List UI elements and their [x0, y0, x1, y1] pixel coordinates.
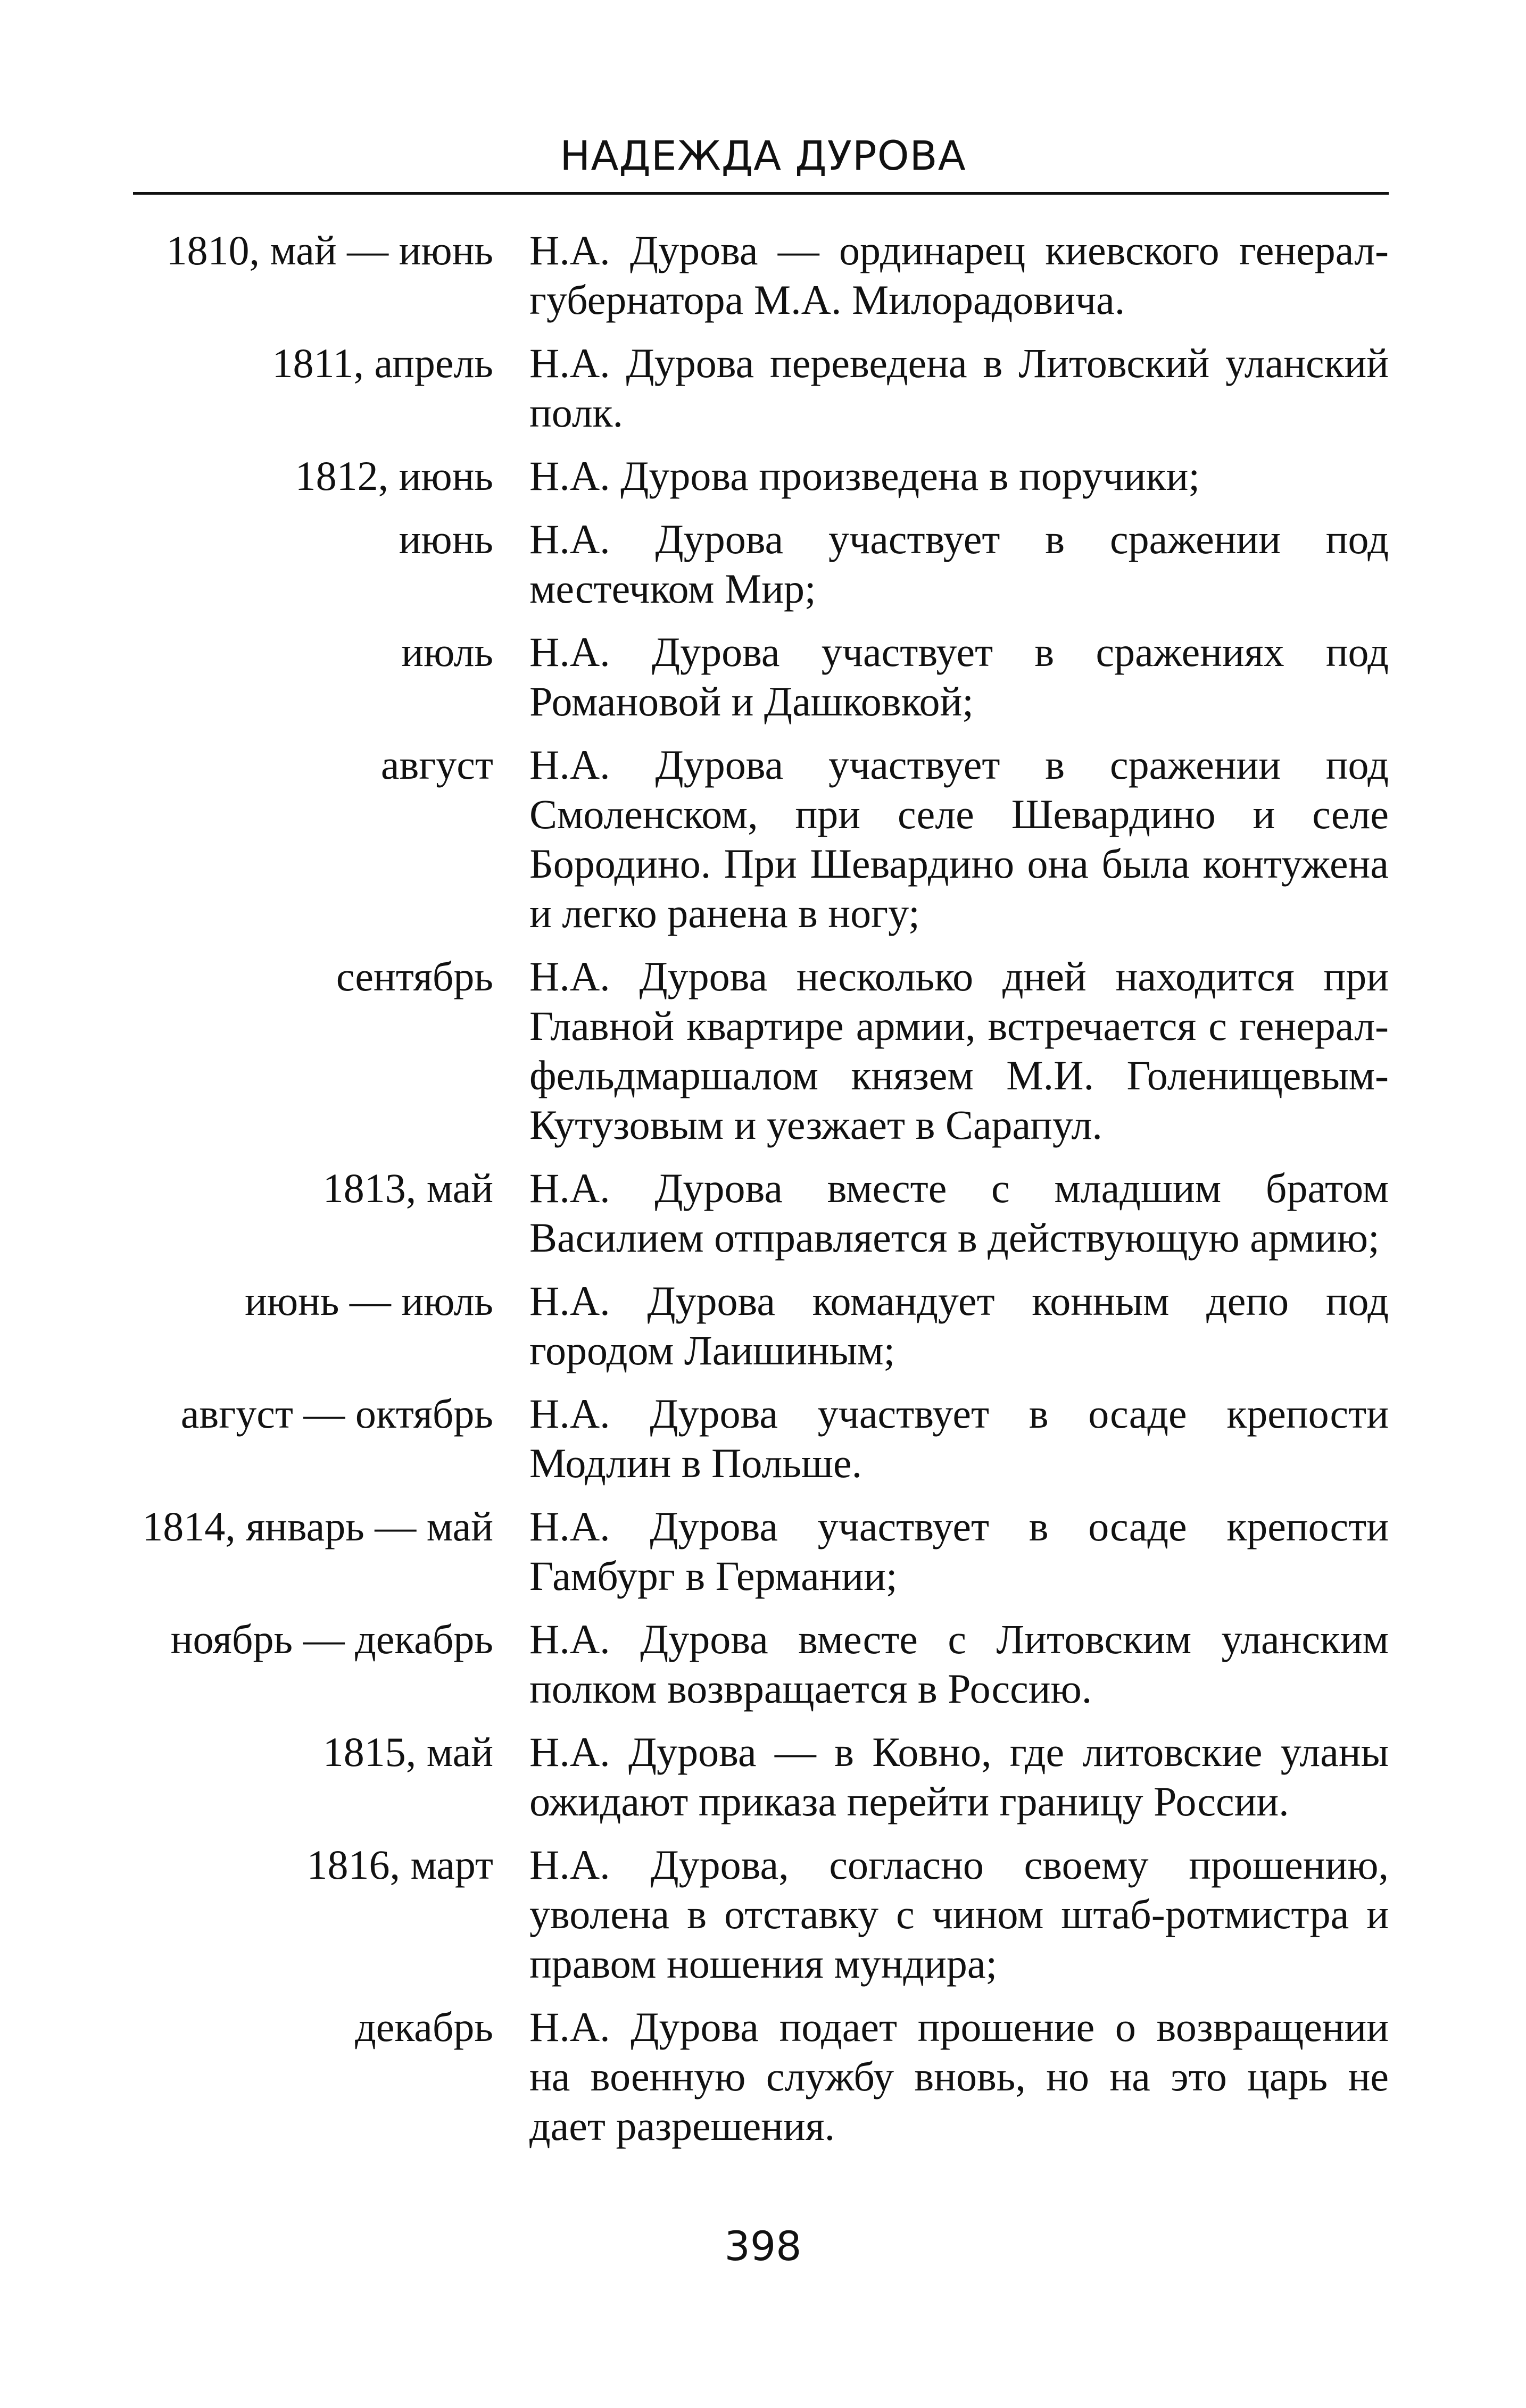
entry-text: Н.А. Дурова участвует в сражении под Смоленском, при селе Шевардино и селе Бородино. При Шевардино она была контужена и легко ранена в ногу;	[529, 741, 1389, 936]
entry-date: 1810, май — июнь	[166, 227, 493, 273]
entry-text: Н.А. Дурова вместе с Литовским уланским полком возвращается в Россию.	[529, 1616, 1389, 1712]
entry-text: Н.А. Дурова участвует в сражениях под Романовой и Дашковкой;	[529, 629, 1389, 724]
chronology-entry	[133, 226, 1389, 324]
entry-date: 1811, апрель	[272, 340, 493, 386]
chronology-entry	[133, 627, 1389, 726]
entry-text: Н.А. Дурова вместе с младшим братом Василием отправляется в действующую армию;	[529, 1165, 1389, 1261]
entry-date: декабрь	[355, 2004, 493, 2050]
entry-text: Н.А. Дурова участвует в сражении под местечком Мир;	[529, 516, 1389, 612]
entry-date: 1814, январь — май	[142, 1503, 493, 1549]
entry-date: ноябрь — декабрь	[170, 1616, 493, 1662]
entry-date: август	[380, 741, 493, 788]
chronology-entry	[133, 1163, 1389, 1262]
entry-date: август — октябрь	[180, 1390, 493, 1437]
entry-date: 1812, июнь	[295, 453, 493, 499]
entry-text: Н.А. Дурова участвует в осаде крепости Гамбург в Германии;	[529, 1503, 1389, 1599]
entry-date: июль	[401, 629, 493, 675]
entry-text: Н.А. Дурова — ординарец киевского генерал-губернатора М.А. Милорадовича.	[529, 227, 1389, 323]
entry-date: 1815, май	[322, 1729, 493, 1775]
chronology-entry	[133, 952, 1389, 1149]
entry-date: 1813, май	[322, 1165, 493, 1211]
page-number: 398	[724, 2222, 802, 2270]
chronology-entry	[133, 1389, 1389, 1488]
entry-date: сентябрь	[336, 953, 493, 999]
entry-text: Н.А. Дурова участвует в осаде крепости Модлин в Польше.	[529, 1390, 1389, 1486]
chronology-entry	[133, 2002, 1389, 2151]
entry-text: Н.А. Дурова, согласно своему прошению, уволена в отставку с чином штаб-ротмистра и правом ношения мундира;	[529, 1842, 1389, 1987]
entry-date: июнь	[399, 516, 493, 562]
entry-text: Н.А. Дурова командует конным депо под городом Лаишиным;	[529, 1278, 1389, 1373]
chronology-entry	[133, 1502, 1389, 1601]
chronology-entry	[133, 1276, 1389, 1375]
chronology-entry	[133, 514, 1389, 613]
entry-text: Н.А. Дурова подает прошение о возвращении на военную службу вновь, но на это царь не дает разрешения.	[529, 2004, 1389, 2149]
entry-text: Н.А. Дурова несколько дней находится при Главной квартире армии, встречается с генерал-фельдмаршалом князем М.И. Голенищевым-Кутузовым и уезжает в Сарапул.	[529, 953, 1389, 1148]
chronology-list	[133, 226, 1389, 2164]
chronology-entry	[133, 1614, 1389, 1713]
chronology-entry	[133, 740, 1389, 938]
entry-date: 1816, март	[306, 1842, 493, 1888]
chronology-entry	[133, 1840, 1389, 1988]
running-head-title: НАДЕЖДА ДУРОВА	[560, 132, 966, 179]
chronology-entry	[133, 338, 1389, 437]
header-rule	[133, 192, 1389, 195]
entry-date: июнь — июль	[245, 1278, 493, 1324]
chronology-entry	[133, 451, 1389, 501]
entry-text: Н.А. Дурова произведена в поручики;	[529, 453, 1200, 499]
chronology-entry	[133, 1727, 1389, 1826]
entry-text: Н.А. Дурова — в Ковно, где литовские уланы ожидают приказа перейти границу России.	[529, 1729, 1389, 1824]
entry-text: Н.А. Дурова переведена в Литовский уланский полк.	[529, 340, 1389, 436]
